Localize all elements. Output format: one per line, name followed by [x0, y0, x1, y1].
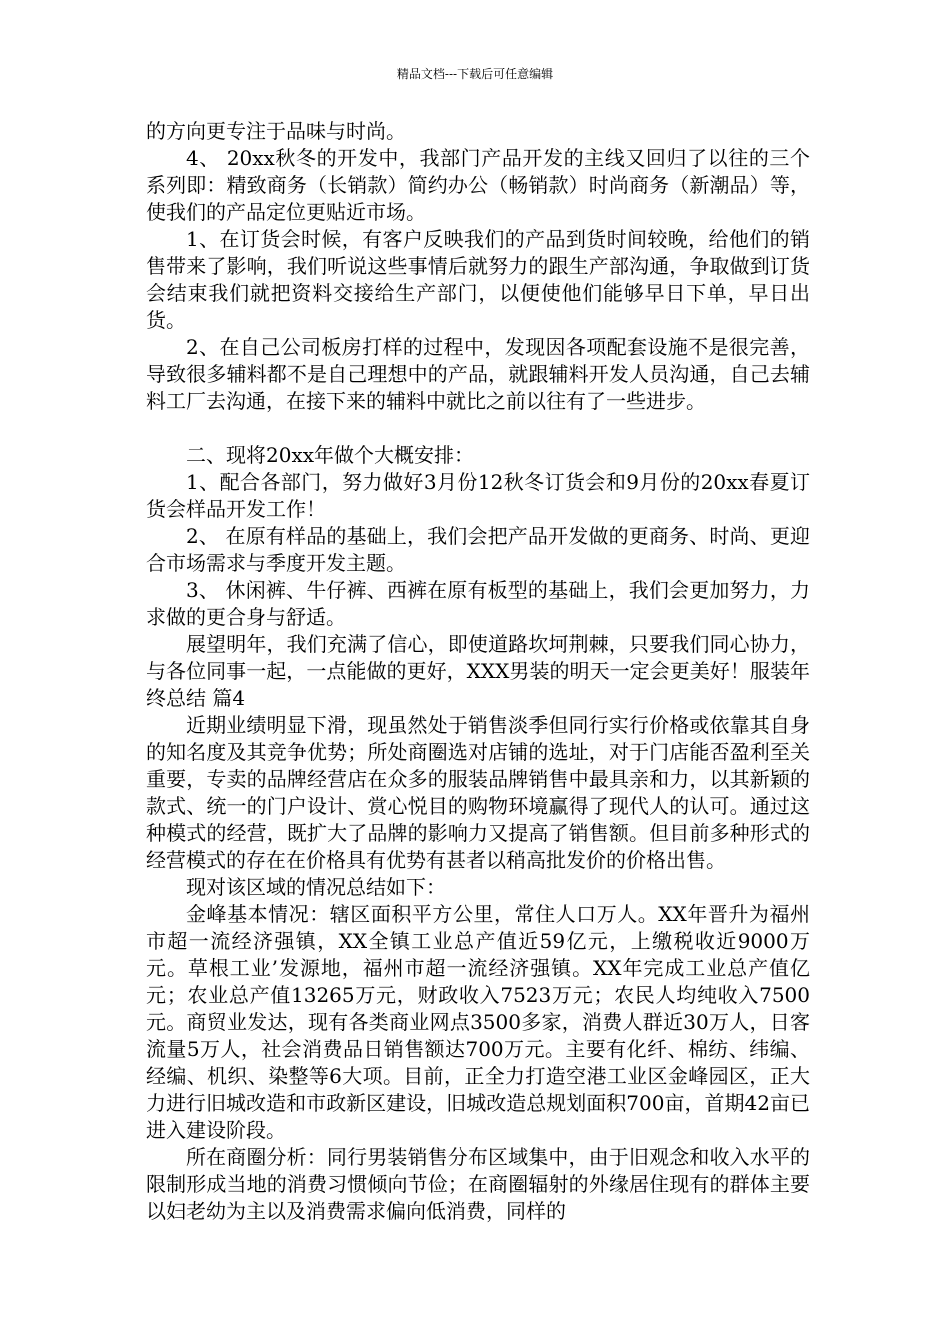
blank-line: [146, 415, 810, 442]
paragraph: 的方向更专注于品味与时尚。: [146, 119, 406, 143]
paragraph: 1、配合各部门，努力做好3月份12秋冬订货会和9月份的20xx春夏订货会样品开发工作！: [146, 470, 810, 521]
paragraph: 二、现将20xx年做个大概安排：: [186, 443, 475, 467]
document-body: [146, 118, 810, 1225]
paragraph: 所在商圈分析：同行男装销售分布区域集中，由于旧观念和收入水平的限制形成当地的消费习惯倾向节俭；在商圈辐射的外缘居住现有的群体主要以妇老幼为主以及消费需求偏向低消费，同样的: [146, 1145, 810, 1223]
paragraph: 金峰基本情况：辖区面积平方公里，常住人口万人。XX年晋升为福州市超一流经济强镇，XX全镇工业总产值近59亿元，上缴税收近9000万元。草根工业’发源地，福州市超一流经济强镇。XX年完成工业总产值亿元；农业总产值13265万元，财政收入7523万元；农民人均纯收入7500元。商贸业发达，现有各类商业网点3500多家，消费人群近30万人，日客流量5万人，社会消费品日销售额达700万元。主要有化纤、棉纺、纬编、经编、机织、染整等6大项。目前，正全力打造空港工业区金峰园区，正大力进行旧城改造和市政新区建设，旧城改造总规划面积700亩，首期42亩已进入建设阶段。: [146, 902, 810, 1142]
page-header: 精品文档---下载后可任意编辑: [396, 67, 554, 81]
paragraph: 2、 在原有样品的基础上，我们会把产品开发做的更商务、时尚、更迎合市场需求与季度开发主题。: [146, 524, 810, 575]
paragraph: 近期业绩明显下滑，现虽然处于销售淡季但同行实行价格或依靠其自身的知名度及其竞争优势；所处商圈选对店铺的选址，对于门店能否盈利至关重要，专卖的品牌经营店在众多的服装品牌销售中最具亲和力，以其新颖的款式、统一的门户设计、赏心悦目的购物环境赢得了现代人的认可。通过这种模式的经营，既扩大了品牌的影响力又提高了销售额。但目前多种形式的经营模式的存在在价格具有优势有甚者以稍高批发价的价格出售。: [146, 713, 810, 872]
paragraph: 3、 休闲裤、牛仔裤、西裤在原有板型的基础上，我们会更加努力，力求做的更合身与舒适。: [146, 578, 810, 629]
paragraph: 4、 20xx秋冬的开发中，我部门产品开发的主线又回归了以往的三个系列即：精致商务（长销款）简约办公（畅销款）时尚商务（新潮品）等，使我们的产品定位更贴近市场。: [146, 146, 810, 224]
paragraph: 现对该区域的情况总结如下：: [186, 875, 446, 899]
paragraph: 2、在自己公司板房打样的过程中，发现因各项配套设施不是很完善，导致很多辅料都不是自己理想中的产品，就跟辅料开发人员沟通，自己去辅料工厂去沟通，在接下来的辅料中就比之前以往有了一些进步。: [146, 335, 810, 413]
paragraph: 展望明年，我们充满了信心，即使道路坎坷荆棘，只要我们同心协力，与各位同事一起，一点能做的更好，XXX男装的明天一定会更美好！服装年终总结 篇4: [146, 632, 810, 710]
paragraph: 1、在订货会时候，有客户反映我们的产品到货时间较晚，给他们的销售带来了影响，我们听说这些事情后就努力的跟生产部沟通，争取做到订货会结束我们就把资料交接给生产部门，以便使他们能够早日下单，早日出货。: [146, 227, 810, 332]
